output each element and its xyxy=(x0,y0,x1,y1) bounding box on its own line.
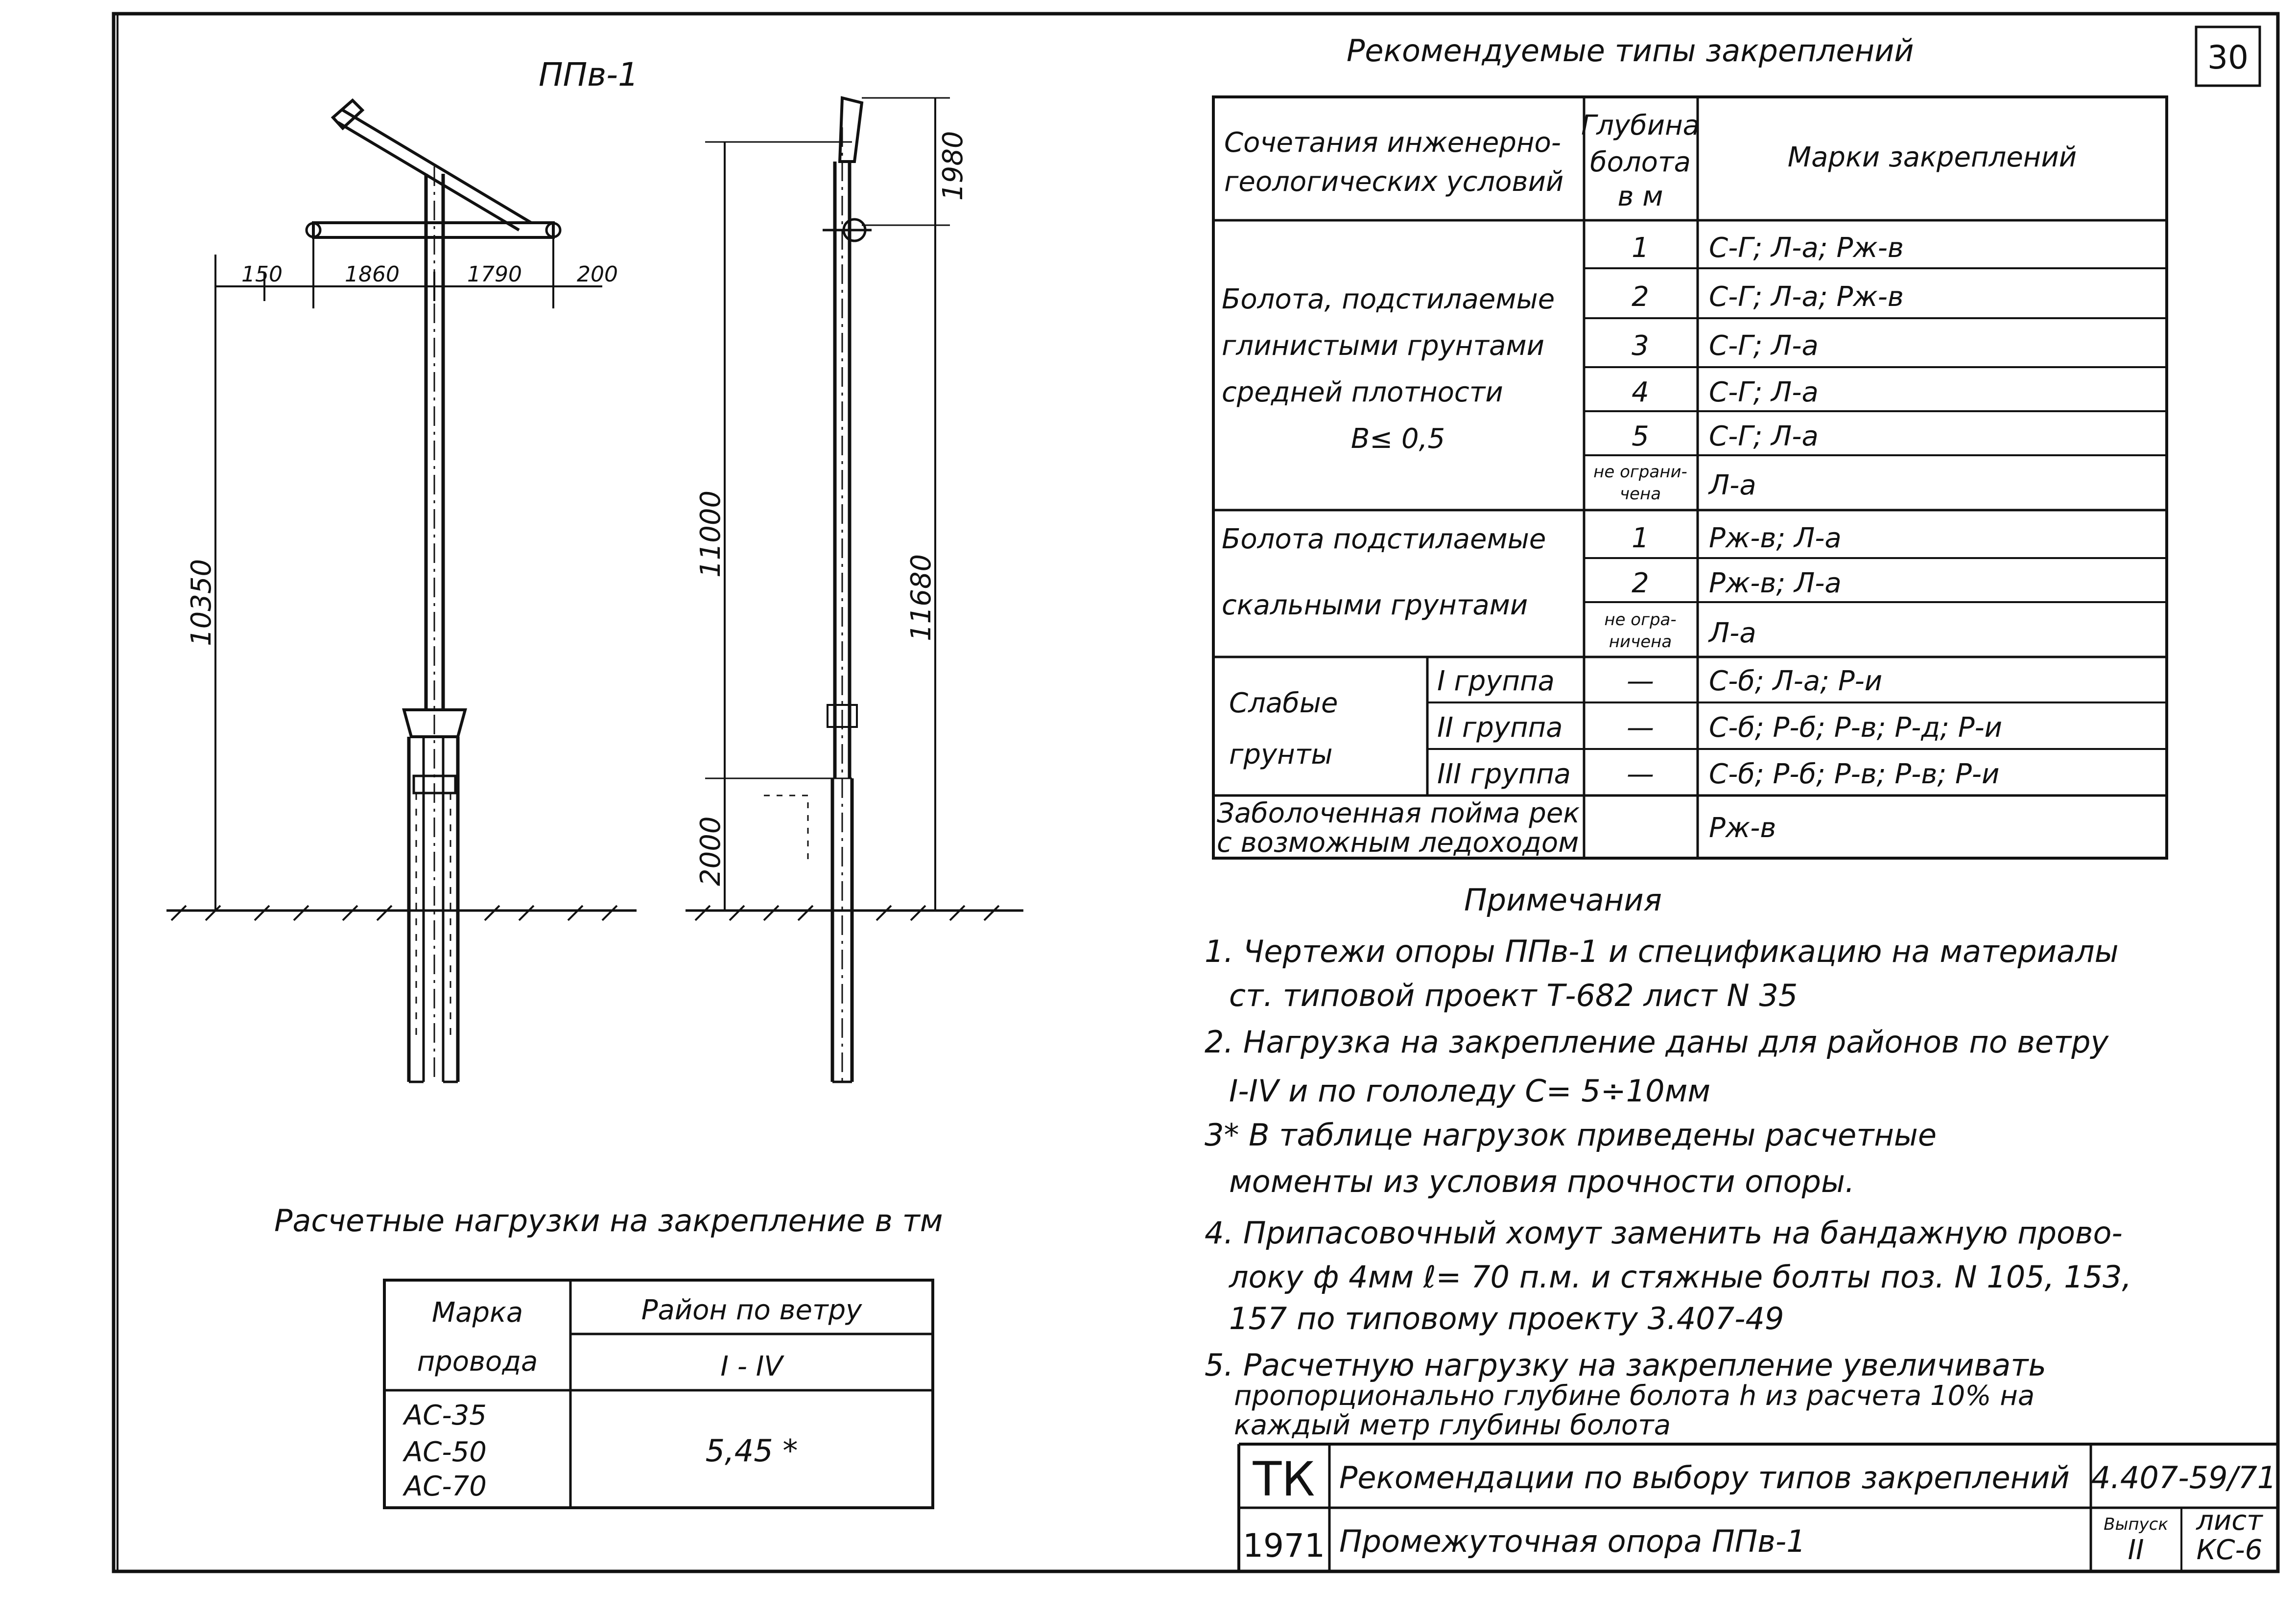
notes-line-6: моменты из условия прочности опоры. xyxy=(1229,1164,1855,1199)
types-g2-depth-2: 2 xyxy=(1632,567,1649,599)
loads-table xyxy=(384,1280,933,1508)
tb-org: ТК xyxy=(1253,1452,1315,1507)
side-dim-2000: 2000 xyxy=(695,816,727,886)
types-g1-marks-4: С-Г; Л-а xyxy=(1709,376,1819,408)
notes-line-2: ст. типовой проект Т-682 лист N 35 xyxy=(1229,978,1798,1013)
types-group1-label-3: средней плотности xyxy=(1222,376,1503,408)
types-group3-label-1: Слабые xyxy=(1229,687,1338,719)
types-group1-label-2: глинистыми грунтами xyxy=(1222,330,1544,362)
types-g2-unlimited-depth-2: ничена xyxy=(1609,632,1672,652)
notes-line-10: 5. Расчетную нагрузку на закрепление увеличивать xyxy=(1205,1347,2046,1383)
loads-col2-header: Район по ветру xyxy=(641,1294,862,1326)
types-group2-label-1: Болота подстилаемые xyxy=(1222,523,1546,555)
types-g2-marks-1: Рж-в; Л-а xyxy=(1709,522,1842,554)
front-strut-top xyxy=(343,110,531,223)
types-g3-depth-3: — xyxy=(1627,758,1654,790)
notes xyxy=(1205,882,2131,1441)
types-group2-label-2: скальными грунтами xyxy=(1222,589,1528,621)
types-g2-marks-2: Рж-в; Л-а xyxy=(1709,567,1842,599)
front-ground-hatch xyxy=(171,906,617,920)
types-g1-marks-1: С-Г; Л-а; Рж-в xyxy=(1709,232,1904,264)
tb-sheet: КС-6 xyxy=(2196,1534,2263,1566)
side-dim-11000: 11000 xyxy=(695,490,727,578)
types-g2-unlimited-depth-1: не огра- xyxy=(1604,610,1677,630)
types-group4-label-1: Заболоченная пойма рек xyxy=(1217,797,1580,829)
loads-heading: Расчетные нагрузки на закрепление в тм xyxy=(274,1203,943,1239)
front-strut-bottom xyxy=(338,122,519,230)
notes-line-9: 157 по типовому проекту 3.407-49 xyxy=(1229,1301,1784,1336)
types-group1-label-4: В≤ 0,5 xyxy=(1350,423,1445,455)
loads-col1-header-2: провода xyxy=(417,1346,538,1378)
types-table-border xyxy=(1213,97,2167,858)
notes-line-1: 1. Чертежи опоры ППв-1 и спецификацию на материалы xyxy=(1205,934,2119,969)
loads-col1-header-1: Марка xyxy=(431,1297,523,1329)
loads-wire-3: АС-70 xyxy=(404,1471,487,1502)
tb-issue-label: Выпуск xyxy=(2104,1515,2168,1534)
left-drawing-title: ППв-1 xyxy=(539,56,639,94)
side-dim-11680: 11680 xyxy=(905,554,937,641)
types-group4-label-2: с возможным ледоходом xyxy=(1217,827,1579,859)
types-g1-depth-4: 4 xyxy=(1632,376,1649,408)
loads-wire-2: АС-50 xyxy=(404,1436,487,1468)
types-table xyxy=(1213,97,2167,859)
tb-title-2: Промежуточная опора ППв-1 xyxy=(1339,1523,1806,1559)
tb-code: 4.407-59/71 xyxy=(2091,1460,2277,1496)
notes-line-3: 2. Нагрузка на закрепление даны для районов по ветру xyxy=(1205,1024,2109,1060)
types-g2-unlimited-marks: Л-а xyxy=(1709,617,1756,649)
page-number: 30 xyxy=(2207,39,2249,76)
notes-line-4: I-IV и по гололеду С= 5÷10мм xyxy=(1229,1073,1711,1109)
tb-title-1: Рекомендации по выбору типов закреплений xyxy=(1339,1460,2070,1496)
front-dim-200: 200 xyxy=(577,262,618,287)
notes-line-5: 3* В таблице нагрузок приведены расчетные xyxy=(1205,1117,1937,1153)
types-header-cond-2: геологических условий xyxy=(1224,166,1564,198)
notes-line-7: 4. Припасовочный хомут заменить на бандажную прово- xyxy=(1205,1215,2123,1251)
types-g3-marks-2: С-б; Р-б; Р-в; Р-д; Р-и xyxy=(1709,712,2003,744)
types-header-depth-3: в м xyxy=(1617,181,1663,212)
types-group1-label-1: Болота, подстилаемые xyxy=(1222,283,1555,315)
types-g1-unlimited-marks: Л-а xyxy=(1709,469,1756,501)
side-top-insulator xyxy=(840,98,862,162)
side-view xyxy=(686,98,1023,1082)
types-g3-depth-1: — xyxy=(1627,665,1654,697)
types-g2-depth-1: 1 xyxy=(1632,522,1649,554)
types-g3-marks-3: С-б; Р-б; Р-в; Р-в; Р-и xyxy=(1709,758,2000,790)
types-g1-marks-3: С-Г; Л-а xyxy=(1709,330,1819,362)
loads-value: 5,45 * xyxy=(705,1433,798,1469)
types-header-depth-1: Глубина xyxy=(1581,110,1700,141)
types-g3-sub-1: I группа xyxy=(1437,665,1555,697)
loads-col2-sub: I - IV xyxy=(720,1351,783,1382)
front-height-label: 10350 xyxy=(186,559,217,646)
tb-year: 1971 xyxy=(1243,1527,1325,1565)
types-g1-marks-5: С-Г; Л-а xyxy=(1709,421,1819,452)
types-g1-marks-2: С-Г; Л-а; Рж-в xyxy=(1709,281,1904,313)
types-header-cond-1: Сочетания инженерно- xyxy=(1224,127,1561,159)
notes-line-8: локу ф 4мм ℓ= 70 п.м. и стяжные болты поз. N 105, 153, xyxy=(1229,1259,2132,1295)
tb-sheet-label: лист xyxy=(2196,1505,2263,1537)
tb-issue: II xyxy=(2128,1534,2144,1566)
front-dim-150: 150 xyxy=(241,262,283,287)
notes-heading: Примечания xyxy=(1464,882,1662,918)
types-header-marks: Марки закреплений xyxy=(1787,141,2077,173)
notes-line-12: каждый метр глубины болота xyxy=(1234,1409,1671,1441)
types-header-depth-2: болота xyxy=(1590,146,1691,178)
types-g4-marks: Рж-в xyxy=(1709,812,1776,844)
front-view xyxy=(166,100,637,1082)
types-g1-depth-1: 1 xyxy=(1632,232,1649,264)
title-block xyxy=(1239,1444,2278,1571)
types-g1-unlimited-depth-1: не ограни- xyxy=(1593,462,1687,482)
side-dim-1980: 1980 xyxy=(937,131,969,201)
notes-line-11: пропорционально глубине болота h из расчета 10% на xyxy=(1234,1380,2035,1412)
types-g3-depth-2: — xyxy=(1627,712,1654,744)
types-g1-depth-2: 2 xyxy=(1632,281,1649,313)
types-g1-depth-3: 3 xyxy=(1632,330,1649,362)
types-g3-marks-1: С-б; Л-а; Р-и xyxy=(1709,665,1883,697)
types-g3-sub-3: III группа xyxy=(1437,758,1571,790)
types-g1-unlimited-depth-2: чена xyxy=(1619,484,1661,504)
side-ground-hatch xyxy=(695,906,999,920)
types-g1-depth-5: 5 xyxy=(1632,421,1649,452)
loads-wire-1: АС-35 xyxy=(404,1400,487,1431)
side-pit-outline xyxy=(764,795,808,862)
front-dim-1790: 1790 xyxy=(467,262,522,287)
types-heading: Рекомендуемые типы закреплений xyxy=(1347,33,1914,69)
types-g3-sub-2: II группа xyxy=(1437,712,1563,744)
front-dim-1860: 1860 xyxy=(345,262,400,287)
types-group3-label-2: грунты xyxy=(1229,739,1333,771)
